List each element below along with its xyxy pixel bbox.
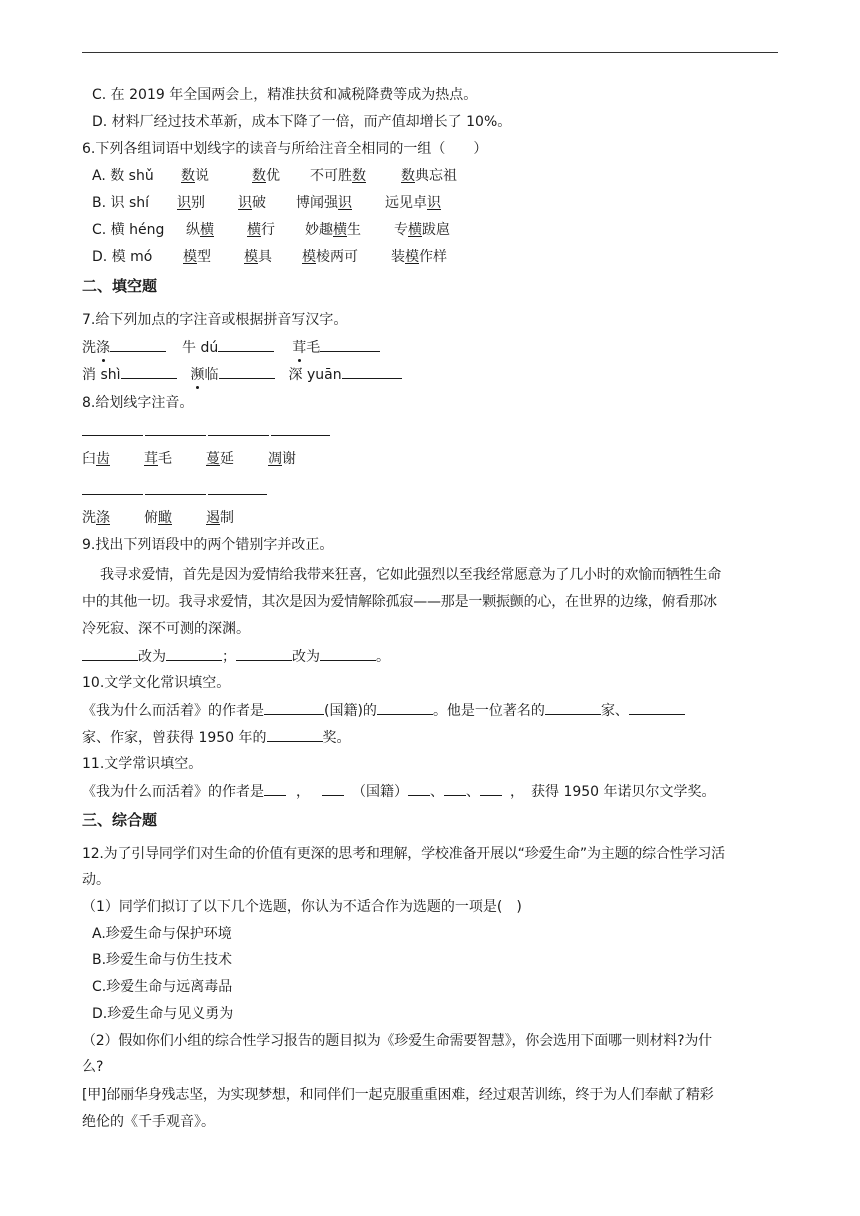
option-label: D. 模 mó [92, 249, 153, 265]
q9-passage-line-1: 我寻求爱情，首先是因为爱情给我带来狂喜，它如此强烈以至我经常愿意为了几小时的欢愉而牺牲生命 [100, 567, 721, 583]
answer-blank[interactable] [264, 781, 286, 796]
answer-blank[interactable] [480, 781, 502, 796]
answer-blank[interactable] [320, 646, 376, 661]
answer-blank[interactable] [82, 646, 138, 661]
q11-stem: 11.文学常识填空。 [82, 756, 203, 772]
q6-option-b: B. 识 shí 识别 识破 博闻强识 远见卓识 [92, 195, 441, 211]
q7-row-2: 消 shì 濒临 深 yuān [82, 364, 402, 385]
q11-line: 《我为什么而活着》的作者是 ， （国籍） 、 、 ， 获得 1950 年诺贝尔文学奖。 [82, 781, 716, 802]
answer-blank[interactable] [264, 700, 324, 715]
q9-stem: 9.找出下列语段中的两个错别字并改正。 [82, 537, 334, 553]
answer-blank[interactable] [408, 781, 430, 796]
q6-stem: 6.下列各组词语中划线字的读音与所给注音全相同的一组（ ） [82, 141, 488, 157]
q10-line-2: 家、作家，曾获得 1950 年的 奖。 [82, 727, 351, 748]
section-title-fill-in: 二、填空题 [82, 277, 158, 295]
q8-stem: 8.给划线字注音。 [82, 395, 194, 411]
answer-blank[interactable] [545, 700, 601, 715]
q12-material-a-line-1: [甲]邰丽华身残志坚，为实现梦想，和同伴们一起克服重重困难，经过艰苦训练，终于为人们奉献了精彩 [82, 1087, 714, 1103]
q9-passage-line-2: 中的其他一切。我寻求爱情，其次是因为爱情解除孤寂——那是一颗振颤的心，在世界的边缘，俯看那冰 [82, 594, 717, 610]
q6-option-c: C. 横 héng 纵横 横行 妙趣横生 专横跋扈 [92, 222, 450, 238]
q12-stem-line-1: 12.为了引导同学们对生命的价值有更深的思考和理解，学校准备开展以“珍爱生命”为主题的综合性学习活 [82, 846, 725, 862]
q10-line-1: 《我为什么而活着》的作者是 (国籍)的 。他是一位著名的 家、 [82, 700, 685, 721]
q12-option-d: D.珍爱生命与见义勇为 [92, 1006, 234, 1022]
option-label: B. 识 shí [92, 195, 150, 211]
answer-blank[interactable] [236, 646, 292, 661]
q12-stem-line-2: 动。 [82, 872, 110, 888]
q12-option-c: C.珍爱生命与远离毒品 [92, 979, 233, 995]
q8-row-1: 臼齿 茸毛 蔓延 凋谢 [82, 451, 296, 467]
q8-row-2: 洗涤 俯瞰 遏制 [82, 510, 234, 526]
q10-stem: 10.文学文化常识填空。 [82, 675, 231, 691]
q12-sub-2-line-1: （2）假如你们小组的综合性学习报告的题目拟为《珍爱生命需要智慧》，你会选用下面哪一则材料?为什 [82, 1033, 712, 1049]
answer-blank[interactable] [82, 494, 143, 495]
q12-option-b: B.珍爱生命与仿生技术 [92, 952, 233, 968]
answer-blank[interactable] [377, 700, 433, 715]
answer-blank[interactable] [208, 494, 267, 495]
answer-blank[interactable] [166, 646, 222, 661]
answer-blank[interactable] [110, 337, 166, 352]
q6-option-d: D. 模 mó 模型 模具 模棱两可 装模作样 [92, 249, 447, 265]
answer-blank[interactable] [267, 727, 323, 742]
answer-blank[interactable] [342, 364, 402, 379]
section-title-comprehensive: 三、综合题 [82, 811, 158, 829]
q6-option-a: A. 数 shǔ 数说 数优 不可胜数 数典忘祖 [92, 168, 457, 184]
answer-blank[interactable] [322, 781, 344, 796]
q12-option-a: A.珍爱生命与保护环境 [92, 926, 232, 942]
answer-blank[interactable] [444, 781, 466, 796]
q7-stem: 7.给下列加点的字注音或根据拼音写汉字。 [82, 312, 348, 328]
answer-blank[interactable] [145, 494, 206, 495]
q7-row-1: 洗涤 牛 dú 茸毛 [82, 337, 380, 358]
answer-blank[interactable] [82, 435, 143, 436]
q9-passage-line-3: 冷死寂、深不可测的深渊。 [82, 621, 250, 637]
q12-sub-1: （1）同学们拟订了以下几个选题，你认为不适合作为选题的一项是( ) [82, 899, 522, 915]
answer-blank[interactable] [145, 435, 206, 436]
answer-blank[interactable] [629, 700, 685, 715]
header-rule [82, 52, 778, 53]
q5-option-c: C. 在 2019 年全国两会上，精准扶贫和减税降费等成为热点。 [92, 87, 478, 103]
q12-material-a-line-2: 绝伦的《千手观音》。 [82, 1114, 215, 1130]
option-label: A. 数 shǔ [92, 168, 154, 184]
q9-answer-row: 改为 ； 改为 。 [82, 646, 390, 667]
answer-blank[interactable] [320, 337, 380, 352]
option-label: C. 横 héng [92, 222, 165, 238]
answer-blank[interactable] [218, 337, 274, 352]
answer-blank[interactable] [208, 435, 269, 436]
answer-blank[interactable] [121, 364, 177, 379]
answer-blank[interactable] [271, 435, 330, 436]
q12-sub-2-line-2: 么? [82, 1059, 104, 1075]
answer-blank[interactable] [219, 364, 275, 379]
q5-option-d: D. 材料厂经过技术革新，成本下降了一倍，而产值却增长了 10%。 [92, 114, 512, 130]
